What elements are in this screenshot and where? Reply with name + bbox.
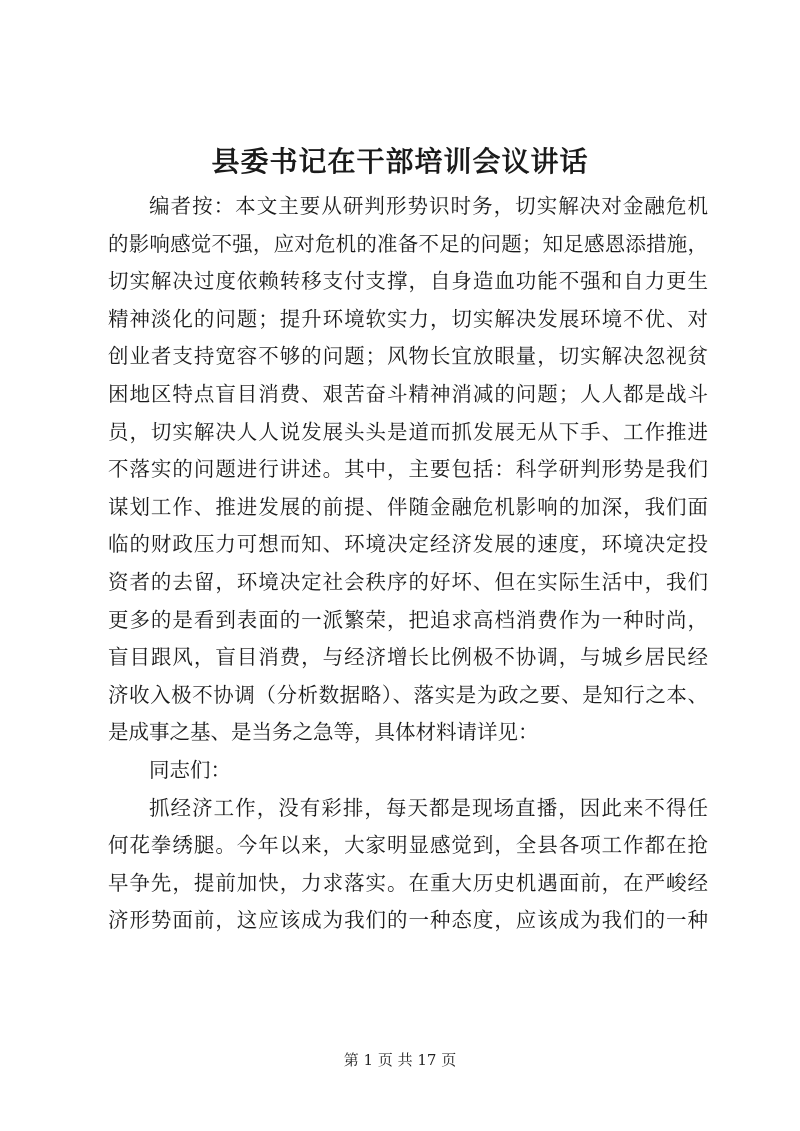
paragraph-line: 是成事之基、是当务之急等，具体材料请详见： (108, 720, 539, 745)
paragraph-line: 临的财政压力可想而知、环境决定经济发展的速度，环境决定投 (108, 532, 708, 557)
paragraph-line: 早争先，提前加快，力求落实。在重大历史机遇面前，在严峻经 (108, 870, 708, 895)
paragraph-line: 切实解决过度依赖转移支付支撑，自身造血功能不强和自力更生 (108, 269, 708, 294)
paragraph-line: 更多的是看到表面的一派繁荣，把追求高档消费作为一种时尚， (108, 607, 708, 632)
paragraph-line: 资者的去留，环境决定社会秩序的好坏、但在实际生活中，我们 (108, 569, 708, 594)
paragraph-line: 谋划工作、推进发展的前提、伴随金融危机影响的加深，我们面 (108, 494, 708, 519)
page-number-footer: 第 1 页 共 17 页 (343, 1051, 457, 1069)
paragraph-line: 困地区特点盲目消费、艰苦奋斗精神消减的问题；人人都是战斗 (108, 381, 708, 406)
paragraph-line: 不落实的问题进行讲述。其中，主要包括：科学研判形势是我们 (108, 457, 708, 482)
paragraph-line: 精神淡化的问题；提升环境软实力，切实解决发展环境不优、对 (108, 306, 708, 331)
paragraph-line: 盲目跟风，盲目消费，与经济增长比例极不协调，与城乡居民经 (108, 645, 708, 670)
paragraph-line: 济形势面前，这应该成为我们的一种态度，应该成为我们的一种 (108, 908, 708, 933)
paragraph-line: 的影响感觉不强，应对危机的准备不足的问题；知足感恩添措施， (108, 231, 708, 256)
document-title: 县委书记在干部培训会议讲话 (211, 145, 589, 178)
paragraph-line: 编者按：本文主要从研判形势识时务，切实解决对金融危机 (149, 194, 708, 218)
document-body (108, 188, 708, 940)
paragraph-line: 济收入极不协调（分析数据略）、落实是为政之要、是知行之本、 (108, 682, 708, 707)
greeting-line: 同志们： (149, 757, 231, 782)
paragraph-line: 员，切实解决人人说发展头头是道而抓发展无从下手、工作推进 (108, 419, 708, 444)
paragraph-line: 抓经济工作，没有彩排，每天都是现场直播，因此来不得任 (149, 795, 708, 820)
paragraph-line: 何花拳绣腿。今年以来，大家明显感觉到，全县各项工作都在抢 (108, 833, 708, 858)
paragraph-line: 创业者支持宽容不够的问题；风物长宜放眼量，切实解决忽视贫 (108, 344, 708, 369)
